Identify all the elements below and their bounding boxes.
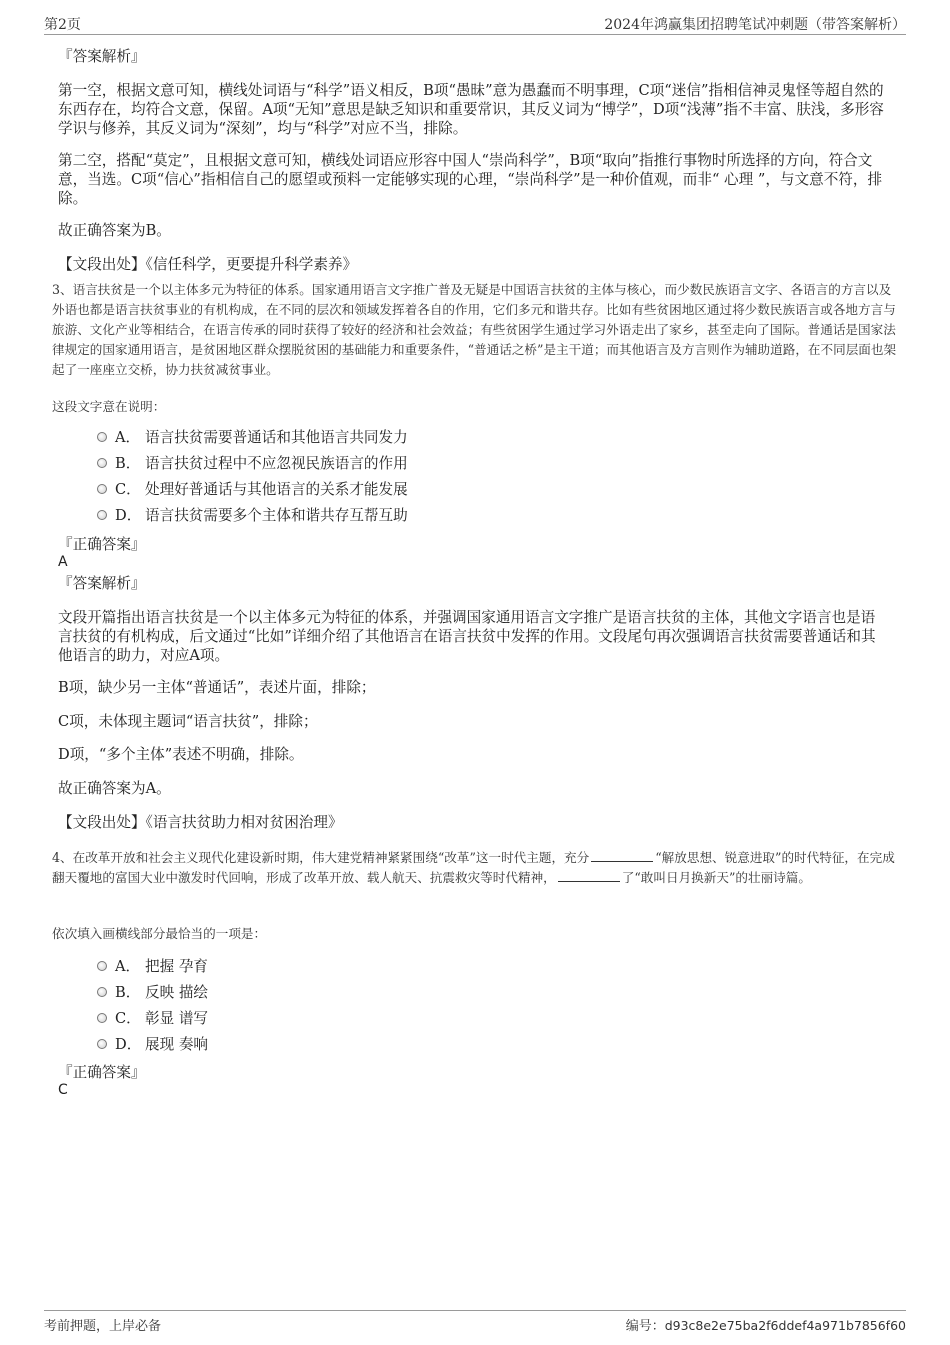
q3-source: 【文段出处】《语言扶贫助力相对贫困治理》 bbox=[58, 814, 343, 831]
footer-code: 编号：d93c8e2e75ba2f6ddef4a971b7856f60 bbox=[625, 1318, 906, 1334]
q3-correct-label: 『正确答案』 bbox=[58, 536, 146, 553]
q3-analysis-d: D项，“多个主体”表述不明确，排除。 bbox=[58, 746, 304, 763]
radio-icon[interactable] bbox=[97, 1039, 107, 1049]
q3-ask: 这段文字意在说明： bbox=[52, 399, 166, 414]
radio-icon[interactable] bbox=[97, 987, 107, 997]
q4-correct-answer: C bbox=[58, 1082, 68, 1098]
q2-analysis-para1: 第一空，根据文意可知，横线处词语与“科学”语义相反，B项“愚昧”意为愚蠢而不明事理，C项“迷信”指相信神灵鬼怪等超自然的东西存在，均符合文意，保留。A项“无知”意思是缺乏知识和重要常识，其反义词为“博学”，D项“浅薄”指不丰富、肤浅，多形容学识与修养，其反义词为“深刻”，均与“科学”对应不当，排除。 bbox=[58, 82, 884, 137]
q4-question-text: 4、在改革开放和社会主义现代化建设新时期，伟大建党精神紧紧围绕“改革”这一时代主题，充分 “解放思想、锐意进取”的时代特征，在完成翻天覆地的富国大业中激发时代回响，形成了改革开放、载人航天、抗震救灾等时代精神， 了“敢叫日月换新天”的壮丽诗篇。 bbox=[52, 850, 895, 885]
radio-icon[interactable] bbox=[97, 510, 107, 520]
q2-conclusion: 故正确答案为B。 bbox=[58, 222, 171, 239]
q2-analysis-label: 『答案解析』 bbox=[58, 48, 146, 65]
q4-ask: 依次填入画横线部分最恰当的一项是： bbox=[52, 926, 267, 941]
q3-option-a[interactable]: A． 语言扶贫需要普通话和其他语言共同发力 bbox=[97, 428, 408, 448]
radio-icon[interactable] bbox=[97, 432, 107, 442]
q3-option-b[interactable]: B． 语言扶贫过程中不应忽视民族语言的作用 bbox=[97, 454, 408, 474]
q2-source: 【文段出处】《信任科学，更要提升科学素养》 bbox=[58, 256, 358, 273]
q3-option-d[interactable]: D． 语言扶贫需要多个主体和谐共存互帮互助 bbox=[97, 506, 408, 526]
q3-option-c[interactable]: C． 处理好普通话与其他语言的关系才能发展 bbox=[97, 480, 408, 500]
q3-analysis-para1: 文段开篇指出语言扶贫是一个以主体多元为特征的体系，并强调国家通用语言文字推广是语言扶贫的主体，其他文字语言也是语言扶贫的有机构成，后文通过“比如”详细介绍了其他语言在语言扶贫中发挥的作用。文段尾句再次强调语言扶贫需要普通话和其他语言的助力，对应A项。 bbox=[58, 609, 876, 664]
document-title: 2024年鸿赢集团招聘笔试冲刺题（带答案解析） bbox=[604, 17, 906, 33]
q2-analysis-para2: 第二空，搭配“莫定”，且根据文意可知，横线处词语应形容中国人“崇尚科学”，B项“取向”指推行事物时所选择的方向，符合文意，当选。C项“信心”指相信自己的愿望或预料一定能够实现的心理，“崇尚科学”是一种价值观，而非“ 心理 ”，与文意不符，排除。 bbox=[58, 152, 883, 207]
page-footer bbox=[44, 1310, 906, 1335]
blank-2 bbox=[558, 868, 620, 882]
q4-correct-label: 『正确答案』 bbox=[58, 1064, 146, 1081]
radio-icon[interactable] bbox=[97, 1013, 107, 1023]
radio-icon[interactable] bbox=[97, 961, 107, 971]
radio-icon[interactable] bbox=[97, 484, 107, 494]
q4-option-d[interactable]: D． 展现 奏响 bbox=[97, 1035, 208, 1055]
q3-correct-answer: A bbox=[58, 554, 68, 570]
q4-option-b[interactable]: B． 反映 描绘 bbox=[97, 983, 208, 1003]
radio-icon[interactable] bbox=[97, 458, 107, 468]
blank-1 bbox=[591, 848, 653, 862]
q3-analysis-c: C项，未体现主题词“语言扶贫”，排除； bbox=[58, 713, 318, 730]
q3-analysis-b: B项，缺少另一主体“普通话”，表述片面，排除； bbox=[58, 679, 376, 696]
q4-option-a[interactable]: A． 把握 孕育 bbox=[97, 957, 208, 977]
page-number: 第2页 bbox=[44, 17, 81, 33]
q3-analysis-label: 『答案解析』 bbox=[58, 575, 146, 592]
q3-conclusion: 故正确答案为A。 bbox=[58, 780, 171, 797]
q3-question-text: 3、语言扶贫是一个以主体多元为特征的体系。国家通用语言文字推广普及无疑是中国语言扶贫的主体与核心，而少数民族语言文字、各语言的方言以及外语也都是语言扶贫事业的有机构成，在不同的层次和领域发挥着各自的作用，它们多元和谐共存。比如有些贫困地区通过将少数民族语言或各地方言与旅游、文化产业等相结合，在语言传承的同时获得了较好的经济和社会效益；有些贫困学生通过学习外语走出了家乡，甚至走向了国际。普通话是国家法律规定的国家通用语言，是贫困地区群众摆脱贫困的基础能力和重要条件，“普通话之桥”是主干道；而其他语言及方言则作为辅助道路，在不同层面也架起了一座座立交桥，协力扶贫减贫事业。 bbox=[52, 282, 897, 377]
page-header bbox=[44, 12, 906, 35]
footer-slogan: 考前押题，上岸必备 bbox=[44, 1319, 162, 1334]
q4-option-c[interactable]: C． 彰显 谱写 bbox=[97, 1009, 208, 1029]
